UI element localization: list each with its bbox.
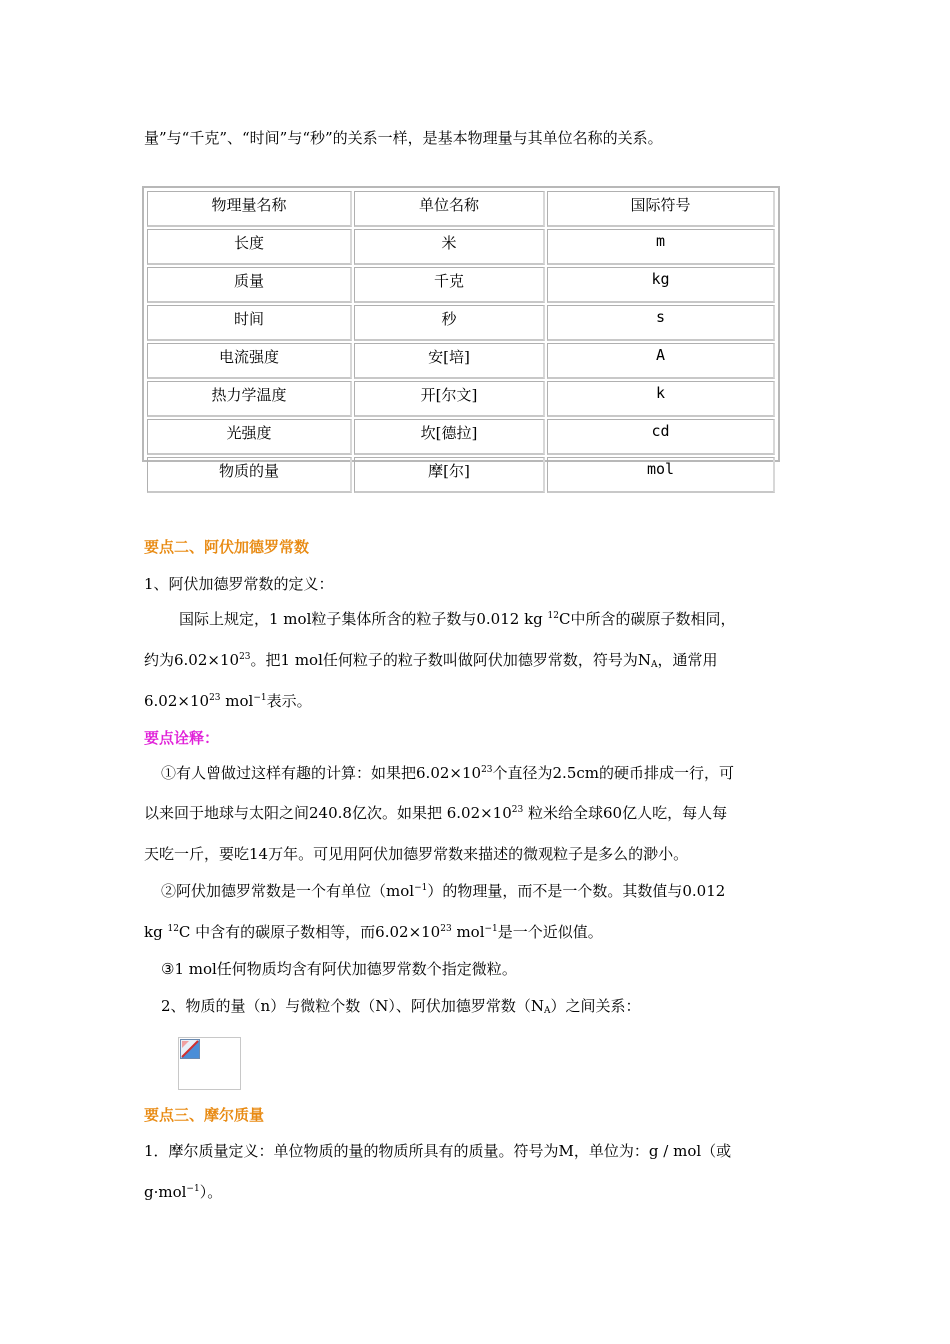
broken-image-placeholder	[178, 1037, 241, 1090]
table-cell: cd	[547, 419, 775, 455]
table-cell: m	[547, 229, 775, 265]
note-line: ③1 mol任何物质均含有阿伏加德罗常数个指定微粒。	[161, 960, 517, 978]
note-line: 以来回于地球与太阳之间240.8亿次。如果把 $6.02\times 10^{23}$ 粒米给全球60亿人吃，每人每	[144, 804, 728, 822]
table-row	[147, 343, 775, 379]
note-line: kg $^{12}$C 中含有的碳原子数相等，而$6.02\times 10^{23}$ mol$^{-1}$是一个近似值。	[144, 923, 603, 941]
definition-title: 1、阿伏加德罗常数的定义：	[144, 575, 334, 593]
table-cell: 坎[德拉]	[354, 419, 545, 455]
table-row	[147, 229, 775, 265]
table-cell: 摩[尔]	[354, 457, 545, 493]
table-row	[147, 419, 775, 455]
table-cell: s	[547, 305, 775, 341]
table-header-row	[147, 191, 775, 227]
notes-heading: 要点诠释：	[144, 729, 220, 747]
table-cell: 质量	[147, 267, 352, 303]
section-heading: 要点二、阿伏加德罗常数	[144, 538, 310, 556]
table-cell: 长度	[147, 229, 352, 265]
table-cell: 电流强度	[147, 343, 352, 379]
table-cell: 千克	[354, 267, 545, 303]
table-cell: kg	[547, 267, 775, 303]
table-cell: 热力学温度	[147, 381, 352, 417]
table-row	[147, 267, 775, 303]
table-header-cell: 单位名称	[354, 191, 545, 227]
note-line: ②阿伏加德罗常数是一个有单位（mol$^{-1}$）的物理量，而不是一个数。其数值与0.012	[161, 882, 726, 900]
intro-paragraph: 量”与“千克”、“时间”与“秒”的关系一样，是基本物理量与其单位名称的关系。	[144, 129, 663, 147]
table-row	[147, 457, 775, 493]
units-table	[142, 186, 780, 480]
definition-line: $6.02\times 10^{23}$ mol$^{-1}$表示。	[144, 692, 312, 710]
relation-line: 2、物质的量（n）与微粒个数（N）、阿伏加德罗常数$(N_A)$之间关系：	[161, 997, 641, 1016]
note-line: 天吃一斤，要吃14万年。可见用阿伏加德罗常数来描述的微观粒子是多么的渺小。	[144, 845, 689, 863]
definition-line: 1．摩尔质量定义：单位物质的量的物质所具有的质量。符号为M，单位为：g / mol（或	[144, 1142, 732, 1160]
table-cell: 秒	[354, 305, 545, 341]
section-heading: 要点三、摩尔质量	[144, 1106, 265, 1124]
table-cell: 安[培]	[354, 343, 545, 379]
table-row	[147, 305, 775, 341]
definition-line: g·mol$^{-1}$）。	[144, 1183, 223, 1201]
broken-image-icon	[180, 1039, 200, 1059]
table-header-cell: 国际符号	[547, 191, 775, 227]
definition-line: 约为$6.02\times 10^{23}$。把1 mol任何粒子的粒子数叫做阿伏加德罗常数，符号为$N_A$，通常用	[144, 651, 718, 670]
table-cell: k	[547, 381, 775, 417]
table-cell: 开[尔文]	[354, 381, 545, 417]
definition-line: 国际上规定，1 mol粒子集体所含的粒子数与0.012 kg $^{12}$C中所含的碳原子数相同，	[179, 610, 736, 628]
table-cell: 时间	[147, 305, 352, 341]
table-header-cell: 物理量名称	[147, 191, 352, 227]
table-cell: 物质的量	[147, 457, 352, 493]
table-row	[147, 381, 775, 417]
table-cell: 光强度	[147, 419, 352, 455]
table-cell: 米	[354, 229, 545, 265]
note-line: ①有人曾做过这样有趣的计算：如果把$6.02\times 10^{23}$个直径为2.5cm的硬币排成一行，可	[161, 764, 734, 782]
table-cell: A	[547, 343, 775, 379]
table-cell: mol	[547, 457, 775, 493]
